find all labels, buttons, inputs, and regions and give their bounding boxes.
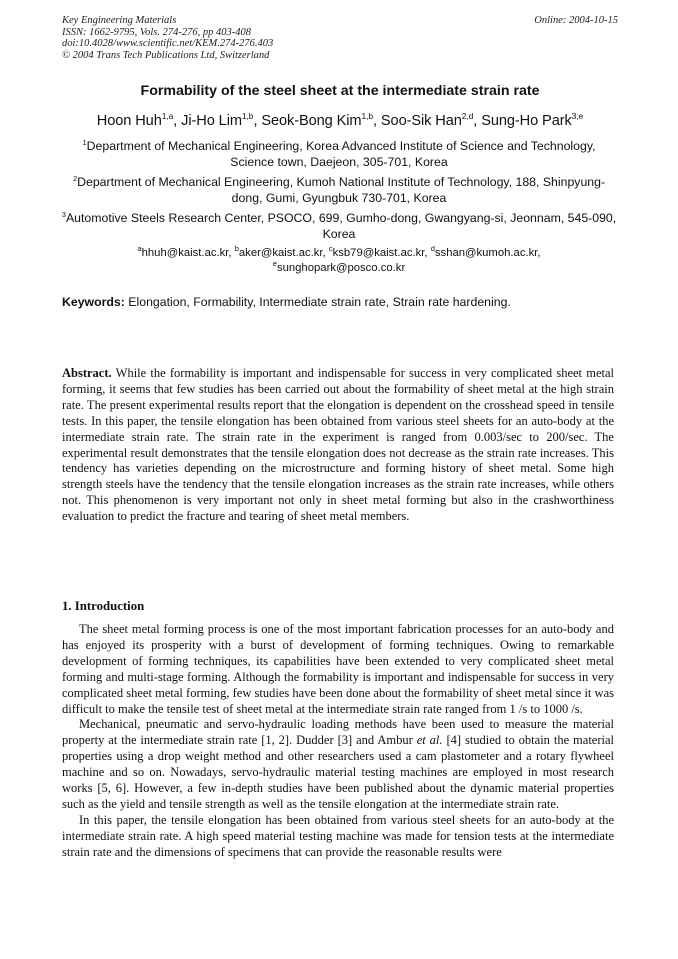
affiliation-1 bbox=[60, 138, 618, 170]
online-date: Online: 2004-10-15 bbox=[534, 15, 618, 26]
author-name: Hoon Huh bbox=[96, 113, 162, 129]
email-address: sshan@kumoh.ac.kr, bbox=[434, 247, 541, 259]
author-separator: , bbox=[373, 113, 381, 129]
affiliation-mark: 3 bbox=[61, 210, 66, 219]
author-name: Soo-Sik Han bbox=[380, 113, 462, 129]
copyright-line: © 2004 Trans Tech Publications Ltd, Switzerland bbox=[62, 49, 270, 61]
affiliation-2 bbox=[60, 174, 618, 206]
author-list bbox=[40, 113, 640, 129]
email-mark: e bbox=[272, 259, 277, 268]
author-separator: , bbox=[173, 113, 182, 129]
affiliation-text: Department of Mechanical Engineering, Kumoh National Institute of Technology, 188, Shinpyung-dong, Gumi, Gyungbuk 730-701, Korea bbox=[77, 175, 606, 206]
keywords bbox=[62, 295, 618, 309]
abstract-text: While the formability is important and indispensable for success in very complicated sheet metal forming, it seems that few studies has been carried out about the formability of sheet metal at the high strain rate. The present experimental results report that the elongation is dependent on the crosshead speed in tensile tests. In this paper, the tensile elongation has been obtained from various steel sheets for an auto-body at the intermediate strain rate. The strain rate in the experiment is ranged from 0.003/sec to 200/sec. The experimental result demonstrates that the tensile elongation does not decrease as the strain rate increases. This tendency has varieties depending on the microstructure and forming history of sheet metal. Some high strength steels have the tendency that the tensile elongation increases as the strain rate increases, while others not. This phenomenon is very important not only in sheet metal forming but also in the crashworthiness evaluation to predict the fracture and tearing of sheet metal members. bbox=[62, 366, 614, 524]
abstract bbox=[62, 366, 614, 525]
paper-title: Formability of the steel sheet at the intermediate strain rate bbox=[140, 83, 540, 99]
email-address: ksb79@kaist.ac.kr, bbox=[332, 247, 431, 259]
author-name: Seok-Bong Kim bbox=[261, 113, 362, 129]
email-address: hhuh@kaist.ac.kr, bbox=[141, 247, 235, 259]
author-affiliation-mark: 1,b bbox=[361, 111, 373, 121]
affiliation-text: Automotive Steels Research Center, PSOCO, 699, Gumho-dong, Gwangyang-si, Jeonnam, 545-090, Korea bbox=[65, 211, 617, 242]
author-separator: , bbox=[473, 113, 482, 129]
author-affiliation-mark: 2,d bbox=[461, 111, 474, 121]
author-affiliation-mark: 3,e bbox=[571, 111, 584, 121]
email-mark: a bbox=[137, 244, 142, 253]
paragraph-italic: et al. bbox=[416, 733, 443, 748]
author-name: Sung-Ho Park bbox=[481, 113, 572, 129]
section-heading-introduction: 1. Introduction bbox=[62, 599, 145, 613]
issn-line: ISSN: 1662-9795, Vols. 274-276, pp 403-408 bbox=[62, 26, 251, 38]
keywords-label: Keywords: bbox=[62, 295, 125, 309]
paragraph bbox=[62, 717, 614, 812]
email-mark: d bbox=[430, 244, 435, 253]
email-mark: b bbox=[234, 244, 239, 253]
paragraph: In this paper, the tensile elongation has been obtained from various steel sheets for an auto-body at the intermediate strain rate. A high speed material testing machine was made for tension tests at the intermediate strain rate and the dimensions of specimens that can provide the reasonable results were bbox=[62, 812, 614, 859]
affiliation-3 bbox=[60, 210, 618, 242]
email-address: aker@kaist.ac.kr, bbox=[238, 247, 329, 259]
author-affiliation-mark: 1,b bbox=[241, 111, 254, 121]
keywords-text: Elongation, Formability, Intermediate strain rate, Strain rate hardening. bbox=[128, 295, 511, 309]
journal-name: Key Engineering Materials bbox=[62, 15, 177, 26]
author-emails bbox=[60, 246, 618, 276]
affiliation-text: Department of Mechanical Engineering, Korea Advanced Institute of Science and Technology, Science town, Daejeon, 305-701, Korea bbox=[86, 139, 596, 170]
journal-header bbox=[62, 15, 618, 61]
email-mark: c bbox=[328, 244, 333, 253]
author-affiliation-mark: 1,a bbox=[161, 111, 174, 121]
paragraph-text: [4] studied to obtain the material properties using a drop weight method and other researchers used a cam plastometer and a rotary flywheel machine and so on. Nowadays, servo-hydraulic material testing machines are employed in most research works [5, 6]. However, a few in-depth studies have been published about the dynamic material properties such as the yield and tensile strength as well as the tensile elongation at the intermediate strain rate. bbox=[62, 733, 614, 811]
author-separator: , bbox=[253, 113, 262, 129]
email-address: sunghopark@posco.co.kr bbox=[276, 262, 406, 274]
affiliation-mark: 1 bbox=[82, 138, 87, 147]
introduction-body bbox=[62, 622, 614, 861]
affiliation-mark: 2 bbox=[72, 174, 78, 183]
doi-line: doi:10.4028/www.scientific.net/KEM.274-276.403 bbox=[62, 38, 274, 50]
abstract-label: Abstract. bbox=[62, 366, 112, 380]
paragraph: The sheet metal forming process is one of the most important fabrication processes for an auto-body and has enjoyed its prosperity with a burst of development of forming techniques. Owing to remarkable development of forming techniques, its capabilities have been extended to very complicated sheet metal forming and multi-stage forming. Although the formability is important and indispensable for success in very complicated sheet metal forming, few studies have been done about the formability of sheet metal since it was difficult to make the tensile test of sheet metal at the intermediate strain rate ranged from 1 /s to 1000 /s. bbox=[62, 622, 614, 716]
author-name: Ji-Ho Lim bbox=[181, 113, 242, 129]
paragraph-text: Mechanical, pneumatic and servo-hydraulic loading methods have been used to measure the material property at the intermediate strain rate [1, 2]. Dudder [3] and Ambur bbox=[62, 717, 614, 748]
